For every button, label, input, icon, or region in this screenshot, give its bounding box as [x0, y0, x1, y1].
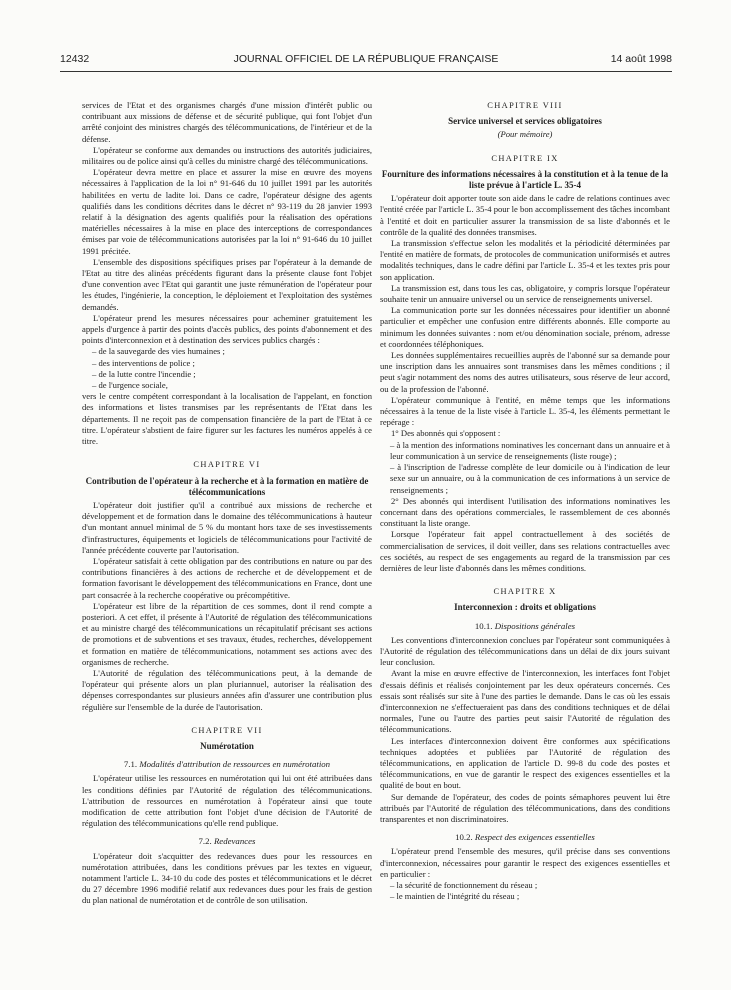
- paragraph: vers le centre compétent correspondant à la localisation de l'appelant, en fonction des informations et listes transmises par les représentants de l'Etat dans les départements. Il ne reçoit pas de compensation financière de la part de l'Etat à ce titre. L'opérateur s'abstient de faire figurer sur les factures les numéros appelés à ce titre.: [82, 391, 372, 447]
- section-heading: [380, 832, 670, 843]
- paragraph: La transmission est, dans tous les cas, obligatoire, y compris lorsque l'opérateur souhaite tenir un annuaire universel ou un service de renseignements universel.: [380, 282, 670, 305]
- right-column: [380, 100, 670, 902]
- section-number: 7.2.: [198, 836, 212, 847]
- section-title: Redevances: [213, 836, 256, 847]
- paragraph: La transmission s'effectue selon les modalités et la périodicité déterminées par l'entité en matière de formats, de protocoles de communication uniformisés et autres modalités techniques, dans le cadre défini par l'article L. 35-4 et les textes pris pour son application.: [380, 238, 670, 282]
- chapter-subtitle: (Pour mémoire): [497, 129, 553, 140]
- paragraph: L'ensemble des dispositions spécifiques prises par l'opérateur à la demande de l'Etat au titre des alinéas précédents figurant dans la présente clause font l'objet d'une convention avec l'Etat qui garantit une juste rémunération de l'opérateur pour les études, l'ingénierie, la conception, le déploiement et l'exploitation des systèmes demandés.: [82, 256, 372, 312]
- header-rule: [60, 71, 672, 72]
- chapter-title: Service universel et services obligatoires: [448, 116, 602, 127]
- paragraph: L'Autorité de régulation des télécommunications peut, à la demande de l'opérateur qui présente alors un plan pluriannuel, autoriser la réalisation des dépenses correspondantes sur plusieurs années afin d'assurer une contribution plus régulière sur l'ensemble de la durée de l'autorisation.: [82, 667, 372, 712]
- requirements-list: [380, 880, 670, 902]
- paragraph: Les données supplémentaires recueillies auprès de l'abonné sur sa demande pour une inscription dans les annuaires sont transmises dans les mêmes conditions ; il peut s'agir notamment des noms des autres utilisateurs, sous réserve de leur accord, ou de la profession de l'abonné.: [380, 350, 670, 394]
- list-item: – à l'inscription de l'adresse complète de leur domicile ou à l'indication de leur sexe sur un annuaire, ou à la communication de ces informations à un service de renseignements ;: [390, 462, 670, 495]
- page-number: 12432: [60, 53, 90, 65]
- chapter-label: CHAPITRE VI: [193, 460, 261, 470]
- section-heading: [82, 836, 372, 847]
- paragraph: L'opérateur satisfait à cette obligation par des contributions en nature ou par des contributions financières à des actions de recherche et de développement et de formation favorisant le développement des télécommunications en France, dont une part consacrée à la recherche coopérative ou précompétitive.: [82, 555, 372, 600]
- chapter-label: CHAPITRE VIII: [487, 101, 563, 110]
- paragraph: L'opérateur doit justifier qu'il a contribué aux missions de recherche et développement et de formation dans le domaine des télécommunications à hauteur d'un montant annuel minimal de 5 % du montant hors taxe de ses investissements d'infrastructures, équipements et logiciels de télécommunications pour l'activité de l'année précédente couverte par l'autorisation.: [82, 499, 372, 555]
- section-number: 7.1.: [123, 759, 138, 770]
- section-number: 10.1.: [474, 620, 493, 631]
- list-item: – de la sauvegarde des vies humaines ;: [92, 346, 225, 357]
- chapter-title: Interconnexion : droits et obligations: [454, 602, 596, 613]
- section-heading: [82, 759, 372, 770]
- list-item: – de la lutte contre l'incendie ;: [92, 368, 196, 379]
- chapter-title: Contribution de l'opérateur à la recherche et à la formation en matière de télécommunications: [85, 475, 369, 497]
- paragraph: L'opérateur devra mettre en place et assurer la mise en œuvre des moyens nécessaires à l'application de la loi n° 91-646 du 10 juillet 1991 par les autorités habilitées en vertu de ladite loi. Dans ce cadre, l'opérateur désigne des agents qualifiés dans les conditions décrites dans le décret n° 93-119 du 28 janvier 1993 relatif à la désignation des agents qualifiés pour la réalisation des opérations matérielles nécessaires à la mise en place des interceptions de correspondances émises par voie de télécommunications autorisées par la loi n° 91-646 du 10 juillet 1991 précitée.: [82, 167, 372, 256]
- paragraph: L'opérateur doit s'acquitter des redevances dues pour les ressources en numérotation attribuées, dans les conditions prévues par les textes en vigueur, notamment l'article L. 34-10 du code des postes et télécommunications et le décret du 27 décembre 1996 modifié relatif aux redevances dues pour les frais de gestion du plan national de numérotation et de contrôle de son utilisation.: [82, 850, 372, 906]
- paragraph: Sur demande de l'opérateur, des codes de points sémaphores peuvent lui être attribués par l'Autorité de régulation des télécommunications, dans des conditions transparentes et non discriminatoires.: [380, 791, 670, 824]
- paragraph: services de l'Etat et des organismes chargés d'une mission d'intérêt public ou contribuant aux missions de défense et de sécurité publique, qui font l'objet d'un arrêté conjoint des ministres chargés des télécommunications, de l'intérieur et de la défense.: [82, 100, 372, 144]
- opposition-list: [380, 440, 670, 496]
- journal-title: JOURNAL OFFICIEL DE LA RÉPUBLIQUE FRANÇAISE: [233, 53, 499, 65]
- paragraph: L'opérateur communique à l'entité, en même temps que les informations nécessaires à la tenue de la liste visée à l'article L. 35-4, les éléments permettant le repérage :: [380, 394, 670, 428]
- paragraph: La communication porte sur les données nécessaires pour identifier un abonné particulier et empêcher une confusion entre différents abonnés. Elle comporte au minimum les données suivantes : nom et/ou dénomination sociale, prénom, adresse et coordonnées téléphoniques.: [380, 305, 670, 349]
- paragraph: Avant la mise en œuvre effective de l'interconnexion, les interfaces font l'objet d'essais définis et réalisés conjointement par les deux opérateurs concernés. Ces essais sont réalisés sur site à l'une des parties le demande. Dans le cas où les essais d'interconnexion ne s'effectueraient pas dans des conditions techniques et de délai normales, l'une ou l'autre des parties peut saisir l'Autorité de régulation des télécommunications.: [380, 668, 670, 735]
- chapter-title: Numérotation: [200, 740, 254, 751]
- section-title: Dispositions générales: [494, 620, 576, 631]
- paragraph: L'opérateur prend l'ensemble des mesures, qu'il précise dans ses conventions d'interconnexion, nécessaires pour garantir le respect des exigences essentielles et en particulier :: [380, 846, 670, 879]
- list-item: – de l'urgence sociale,: [92, 380, 168, 391]
- chapter-label: CHAPITRE X: [493, 587, 557, 597]
- paragraph: L'opérateur prend les mesures nécessaires pour acheminer gratuitement les appels d'urgence à partir des points d'accès publics, des points d'abonnement et des points d'interconnexion et à destination des services publics chargés :: [82, 312, 372, 346]
- left-column: [82, 100, 372, 907]
- list-item: – la sécurité de fonctionnement du réseau ;: [390, 880, 538, 890]
- paragraph: 2° Des abonnés qui interdisent l'utilisation des informations nominatives les concernant dans des opérations commerciales, le rassemblement de ces abonnés constituant la liste orange.: [380, 495, 670, 529]
- paragraph: L'opérateur est libre de la répartition de ces sommes, dont il rend compte a posteriori. A cet effet, il présente à l'Autorité de régulation des télécommunications et au ministre chargé des télécommunications un récapitulatif précisant ses actions de promotions et de subventions et ses travaux, études, recherches, développement et formation en matière de télécommunications, notamment ses actions avec des organismes de recherche.: [82, 600, 372, 667]
- section-number: 10.2.: [455, 832, 473, 843]
- paragraph: L'opérateur se conforme aux demandes ou instructions des autorités judiciaires, militaires ou de police ainsi qu'à celles du ministre chargé des télécommunications.: [82, 144, 372, 167]
- issue-date: 14 août 1998: [610, 53, 672, 65]
- paragraph: Les conventions d'interconnexion conclues par l'opérateur sont communiquées à l'Autorité de régulation des télécommunications dans un délai de dix jours suivant leur conclusion.: [380, 634, 670, 668]
- section-heading: [380, 621, 670, 632]
- section-title: Respect des exigences essentielles: [474, 832, 595, 843]
- list-intro: 1° Des abonnés qui s'opposent :: [391, 428, 501, 439]
- page-header: [60, 53, 672, 67]
- section-title: Modalités d'attribution de ressources en numérotation: [139, 759, 331, 770]
- paragraph: Lorsque l'opérateur fait appel contractuellement à des sociétés de commercialisation de services, il doit veiller, dans ses relations contractuelles avec ces sociétés, au respect de ses engagements au regard de la transmission par ces dernières de leur liste d'abonnés dans les mêmes conditions.: [380, 529, 670, 573]
- list-item: – des interventions de police ;: [92, 357, 195, 368]
- list-item: – à la mention des informations nominatives les concernant dans un annuaire et à leur communication à un service de renseignements (liste rouge) ;: [390, 439, 670, 461]
- chapter-title: Fourniture des informations nécessaires à la constitution et à la tenue de la liste prévue à l'article L. 35-4: [381, 168, 669, 191]
- paragraph: L'opérateur utilise les ressources en numérotation qui lui ont été attribuées dans les conditions définies par l'Autorité de régulation des télécommunications. L'attribution de ressources en numérotation à l'opérateur ainsi que toute modification de cette attribution font l'objet d'une décision de l'Autorité de régulation des télécommunications qu'elle rend publique.: [82, 773, 372, 829]
- emergency-list: [82, 346, 372, 391]
- chapter-label: CHAPITRE IX: [491, 153, 559, 163]
- list-item: – le maintien de l'intégrité du réseau ;: [390, 891, 520, 902]
- chapter-label: CHAPITRE VII: [191, 725, 263, 735]
- paragraph: Les interfaces d'interconnexion doivent être conformes aux spécifications techniques adoptées et publiées par l'Autorité de régulation des télécommunications, en application de l'article D. 99-8 du code des postes et télécommunications, en vue de garantir le respect des exigences essentielles et la qualité de bout en bout.: [380, 735, 670, 791]
- paragraph: L'opérateur doit apporter toute son aide dans le cadre de relations continues avec l'entité créée par l'article L. 35-4 pour le bon accomplissement des tâches incombant à l'entité et doit en particulier assurer la transmission de sa liste d'abonnés et le contrôle de la qualité des données transmises.: [380, 193, 670, 237]
